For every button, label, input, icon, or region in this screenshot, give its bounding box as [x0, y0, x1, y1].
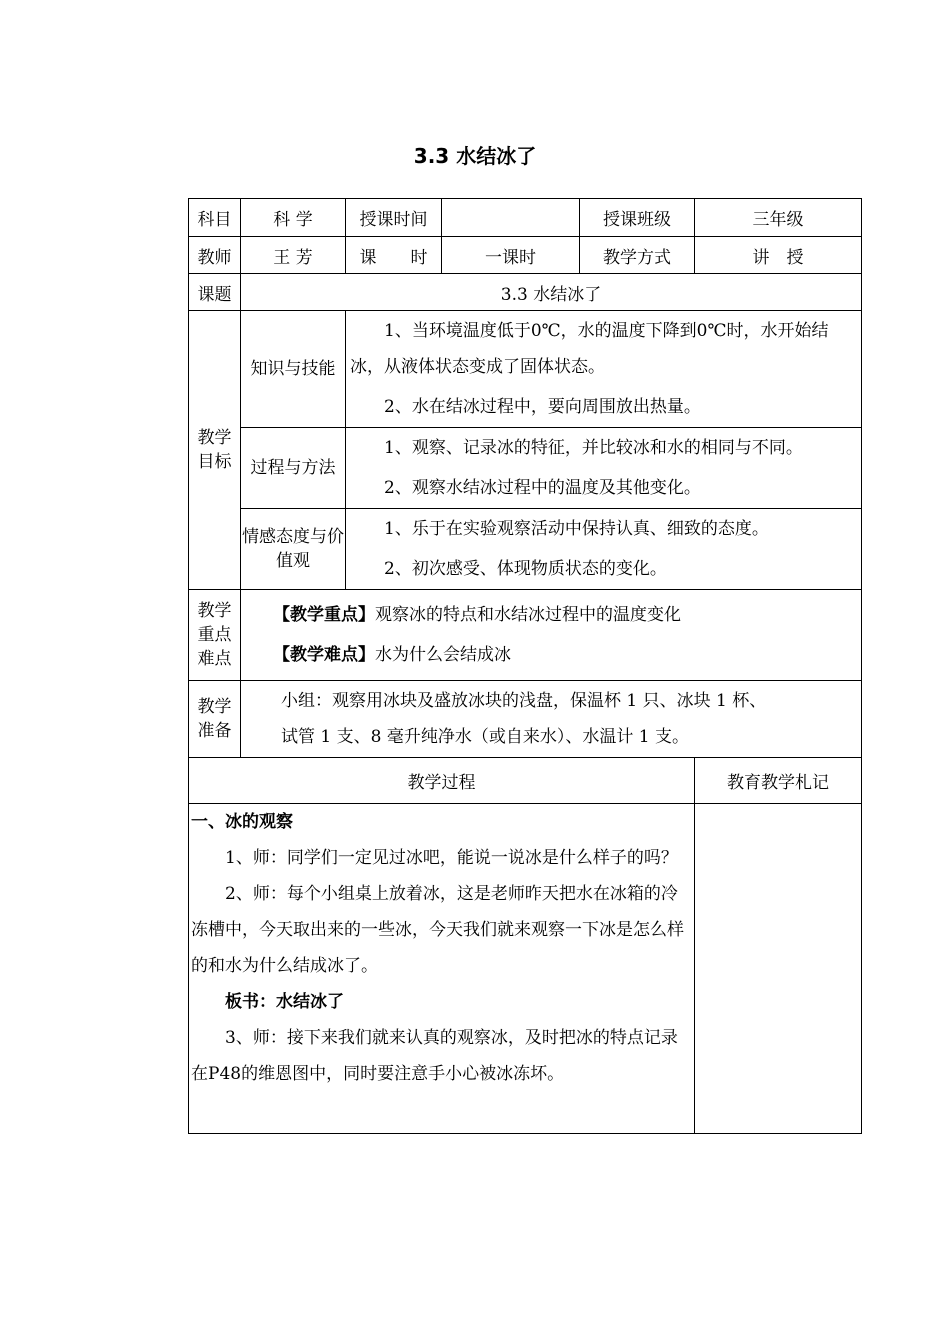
lesson-plan-table — [188, 198, 862, 1134]
period-value: 一课时 — [442, 237, 580, 274]
topic-label: 课题 — [189, 274, 241, 311]
prep-row — [189, 681, 862, 758]
knowledge-line-1: 1、当环境温度低于0℃，水的温度下降到0℃时，水开始结冰，从液体状态变成了固体状态。 — [350, 321, 829, 377]
process-paragraph-1: 1、师：同学们一定见过冰吧，能说一说冰是什么样子的吗？ — [225, 848, 678, 868]
keypoints-content — [241, 590, 862, 681]
class-value: 三年级 — [695, 199, 862, 237]
process-line-1: 1、观察、记录冰的特征，并比较冰和水的相同与不同。 — [384, 438, 803, 458]
topic-row — [189, 274, 862, 311]
method-value: 讲 授 — [695, 237, 862, 274]
section-heading-ice-observation: 一、冰的观察 — [191, 812, 293, 832]
difficulty-tag: 【教学难点】 — [273, 645, 375, 665]
notes-header: 教育教学札记 — [695, 758, 862, 804]
process-paragraph-3: 3、师：接下来我们就来认真的观察冰，及时把冰的特点记录在P48的维恩图中，同时要注意手小心被冰冻坏。 — [191, 1028, 678, 1084]
knowledge-label: 知识与技能 — [241, 311, 346, 428]
board-note: 板书：水结冰了 — [225, 992, 344, 1012]
page-title: 3.3 水结冰了 — [413, 144, 537, 168]
knowledge-line-2: 2、水在结冰过程中，要向周围放出热量。 — [384, 397, 701, 417]
process-header: 教学过程 — [189, 758, 695, 804]
emotion-line-1: 1、乐于在实验观察活动中保持认真、细致的态度。 — [384, 519, 769, 539]
keypoints-row — [189, 590, 862, 681]
time-value — [442, 199, 580, 237]
header-row-1 — [189, 199, 862, 237]
notes-body — [695, 804, 862, 1134]
prep-text: 小组：观察用冰块及盛放冰块的浅盘，保温杯 1 只、冰块 1 杯、试管 1 支、8 毫升纯净水（或自来水）、水温计 1 支。 — [281, 691, 767, 747]
prep-content — [241, 681, 862, 758]
knowledge-content — [346, 311, 862, 428]
process-label: 过程与方法 — [241, 428, 346, 509]
process-paragraph-2: 2、师：每个小组桌上放着冰，这是老师昨天把水在冰箱的冷冻槽中，今天取出来的一些冰，今天我们就来观察一下冰是怎么样的和水为什么结成冰了。 — [191, 884, 684, 976]
emotion-line-2: 2、初次感受、体现物质状态的变化。 — [384, 559, 667, 579]
focus-tag: 【教学重点】 — [273, 605, 375, 625]
topic-value: 3.3 水结冰了 — [241, 274, 862, 311]
process-content — [346, 428, 862, 509]
method-label: 教学方式 — [580, 237, 695, 274]
prep-label: 教学准备 — [189, 681, 241, 758]
process-body-row — [189, 804, 862, 1134]
process-body — [189, 804, 695, 1134]
process-header-row — [189, 758, 862, 804]
process-line-2: 2、观察水结冰过程中的温度及其他变化。 — [384, 478, 701, 498]
focus-line — [241, 595, 861, 635]
goals-label: 教学目标 — [189, 311, 241, 590]
difficulty-line — [241, 635, 861, 675]
subject-label: 科目 — [189, 199, 241, 237]
class-label: 授课班级 — [580, 199, 695, 237]
time-label: 授课时间 — [346, 199, 442, 237]
header-row-2 — [189, 237, 862, 274]
teacher-label: 教师 — [189, 237, 241, 274]
emotion-content — [346, 509, 862, 590]
focus-text: 观察冰的特点和水结冰过程中的温度变化 — [375, 605, 681, 625]
subject-value: 科 学 — [241, 199, 346, 237]
goal-process-row — [189, 428, 862, 509]
keypoints-label: 教学重点难点 — [189, 590, 241, 681]
emotion-label: 情感态度与价值观 — [241, 509, 346, 590]
goal-emotion-row — [189, 509, 862, 590]
teacher-value: 王 芳 — [241, 237, 346, 274]
goal-knowledge-row — [189, 311, 862, 428]
difficulty-text: 水为什么会结成冰 — [375, 645, 511, 665]
period-label: 课 时 — [346, 237, 442, 274]
